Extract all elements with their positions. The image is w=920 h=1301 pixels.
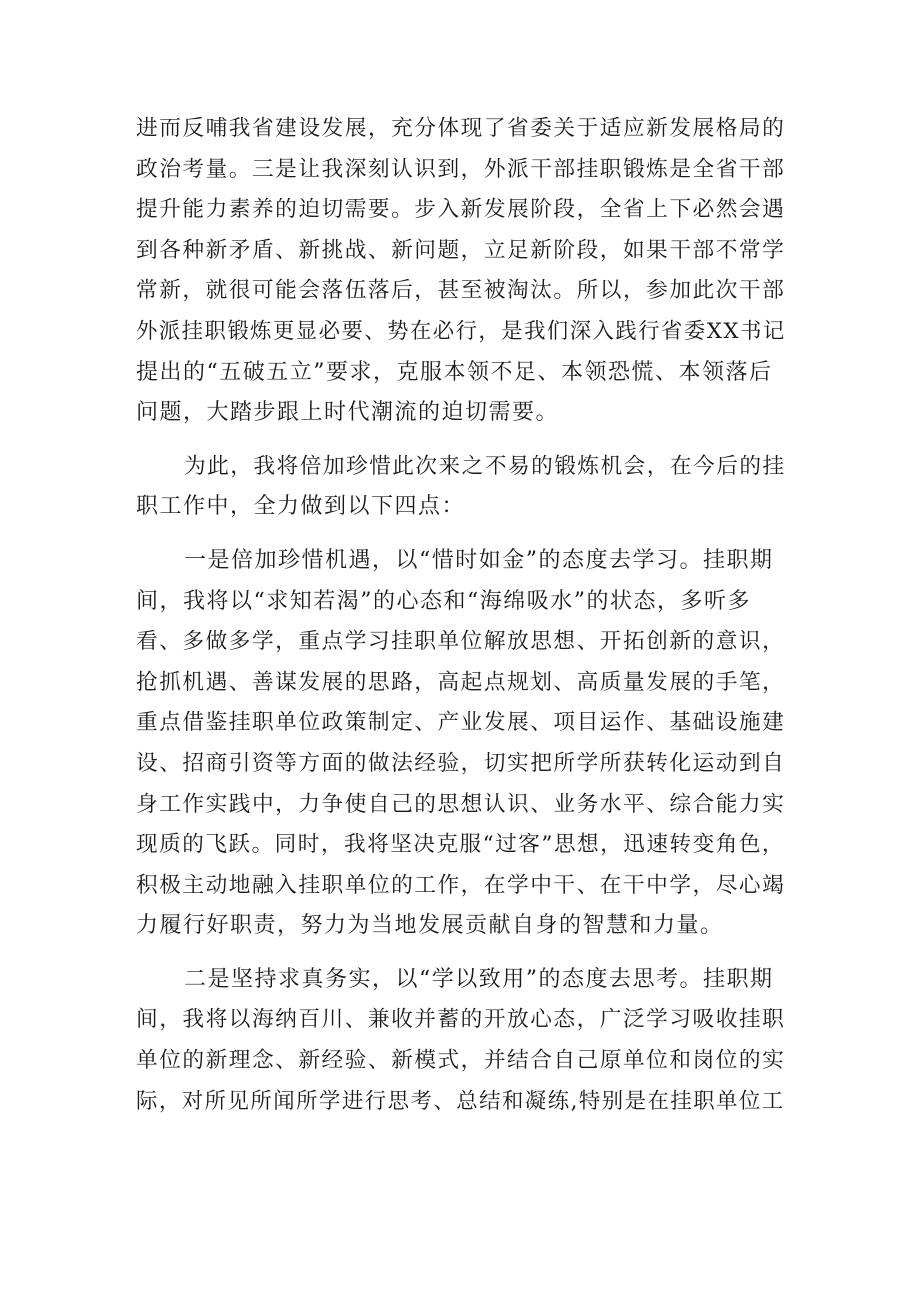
text-line: 外派挂职锻炼更显必要、势在必行，是我们深入践行省委XX书记 <box>136 318 786 344</box>
text-line: 常新，就很可能会落伍落后，甚至被淘汰。所以，参加此次干部 <box>136 278 786 304</box>
text-line: 积极主动地融入挂职单位的工作，在学中干、在干中学，尽心竭 <box>136 872 786 898</box>
text-line: 抢抓机遇、善谋发展的思路，高起点规划、高质量发展的手笔， <box>136 669 786 695</box>
text-line: 进而反哺我省建设发展，充分体现了省委关于适应新发展格局的 <box>136 116 786 141</box>
paragraph-gap <box>136 528 788 541</box>
paragraph <box>136 109 788 434</box>
text-line: 提出的“五破五立”要求，克服本领不足、本领恐慌、本领落后 <box>136 359 773 385</box>
paragraph <box>136 541 788 947</box>
document-body <box>136 109 788 1122</box>
text-line: 二是坚持求真务实，以“学以致用”的态度去思考。挂职期 <box>184 966 774 992</box>
text-line: 际，对所见所闻所学进行思考、总结和凝练,特别是在挂职单位工 <box>136 1088 785 1114</box>
text-line: 间，我将以海纳百川、兼收并蓄的开放心态，广泛学习吸收挂职 <box>136 1007 786 1033</box>
text-line: 单位的新理念、新经验、新模式，并结合自己原单位和岗位的实 <box>136 1048 786 1074</box>
text-line: 现质的飞跃。同时，我将坚决克服“过客”思想，迅速转变角色， <box>136 832 786 858</box>
paragraph <box>136 447 788 528</box>
text-line: 政治考量。三是让我深刻认识到，外派干部挂职锻炼是全省干部 <box>136 156 786 182</box>
text-line: 间，我将以“求知若渴”的心态和“海绵吸水”的状态，多听多 <box>136 588 751 614</box>
text-line: 为此，我将倍加珍惜此次来之不易的锻炼机会，在今后的挂 <box>184 453 786 479</box>
text-line: 到各种新矛盾、新挑战、新问题，立足新阶段，如果干部不常学 <box>136 237 786 263</box>
text-line: 一是倍加珍惜机遇，以“惜时如金”的态度去学习。挂职期 <box>184 547 774 573</box>
text-line: 身工作实践中，力争使自己的思想认识、业务水平、综合能力实 <box>136 791 786 817</box>
text-line: 设、招商引资等方面的做法经验，切实把所学所获转化运动到自 <box>136 750 786 776</box>
text-line: 重点借鉴挂职单位政策制定、产业发展、项目运作、基础设施建 <box>136 710 786 736</box>
paragraph <box>136 960 788 1122</box>
paragraph-gap <box>136 947 788 960</box>
text-line: 力履行好职责，努力为当地发展贡献自身的智慧和力量。 <box>136 913 724 939</box>
text-line: 看、多做多学，重点学习挂职单位解放思想、开拓创新的意识， <box>136 629 786 655</box>
text-line: 提升能力素养的迫切需要。步入新发展阶段，全省上下必然会遇 <box>136 197 786 223</box>
text-line: 职工作中，全力做到以下四点： <box>136 494 466 520</box>
text-line: 问题，大踏步跟上时代潮流的迫切需要。 <box>136 400 560 426</box>
paragraph-gap <box>136 434 788 447</box>
